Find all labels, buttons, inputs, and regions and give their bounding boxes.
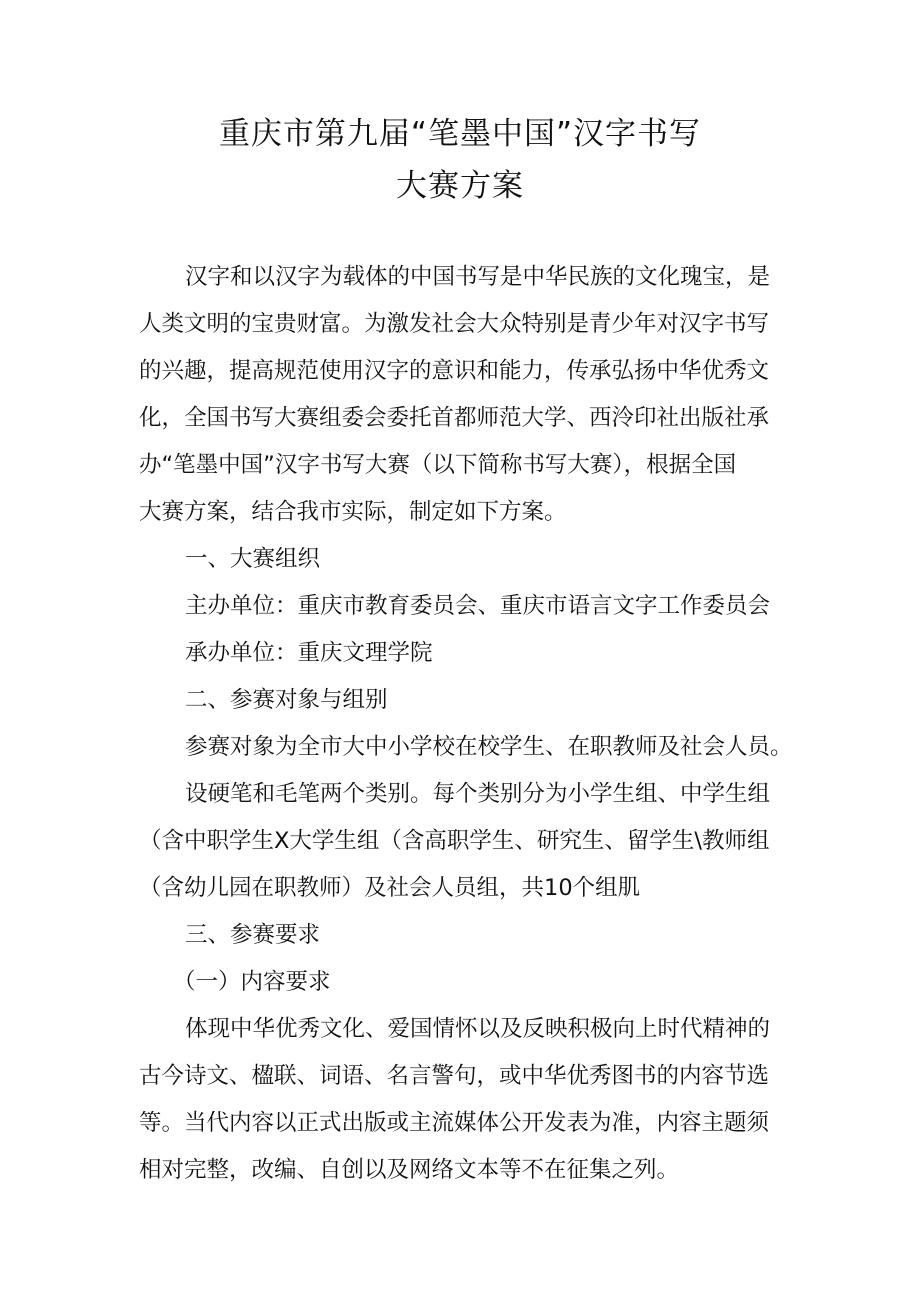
document-body	[139, 254, 819, 1194]
document-title-line-1: 重庆市第九届“笔墨中国”汉字书写	[218, 116, 702, 152]
participants-line: 参赛对象为全市大中小学校在校学生、在职教师及社会人员。	[185, 734, 793, 760]
intro-line: 汉字和以汉字为载体的中国书写是中华民族的文化瑰宝，是	[185, 264, 771, 290]
groups-line: （含幼儿园在职教师）及社会人员组，共10个组肌	[139, 875, 641, 901]
content-line: 等。当代内容以正式出版或主流媒体公开发表为准，内容主题须	[139, 1110, 770, 1136]
subsection-heading-content: （一）内容要求	[173, 969, 331, 995]
groups-line: 设硬笔和毛笔两个类别。每个类别分为小学生组、中学生组	[185, 781, 771, 807]
intro-line: 人类文明的宝贵财富。为激发社会大众特别是青少年对汉字书写	[139, 311, 770, 337]
groups-line: （含中职学生X大学生组（含高职学生、研究生、留学生\教师组	[139, 828, 770, 854]
content-line: 相对完整，改编、自创以及网络文本等不在征集之列。	[139, 1157, 680, 1183]
organizer-line: 主办单位：重庆市教育委员会、重庆市语言文字工作委员会	[185, 593, 771, 619]
section-heading-organization: 一、大赛组织	[185, 546, 321, 572]
content-line: 古今诗文、楹联、词语、名言警句，或中华优秀图书的内容节选	[139, 1063, 770, 1089]
intro-line: 大赛方案，结合我市实际，制定如下方案。	[139, 499, 567, 525]
intro-line: 的兴趣，提高规范使用汉字的意识和能力，传承弘扬中华优秀文	[139, 358, 770, 384]
intro-line: 办“笔墨中国”汉字书写大赛（以下简称书写大赛），根据全国	[139, 452, 737, 478]
document-title-line-2: 大赛方案	[396, 168, 524, 204]
intro-line: 化，全国书写大赛组委会委托首都师范大学、西泠印社出版社承	[139, 405, 770, 431]
content-line: 体现中华优秀文化、爱国情怀以及反映积极向上时代精神的	[185, 1016, 771, 1042]
host-line: 承办单位：重庆文理学院	[185, 640, 433, 666]
section-heading-requirements: 三、参赛要求	[185, 922, 321, 948]
section-heading-participants: 二、参赛对象与组别	[185, 687, 388, 713]
